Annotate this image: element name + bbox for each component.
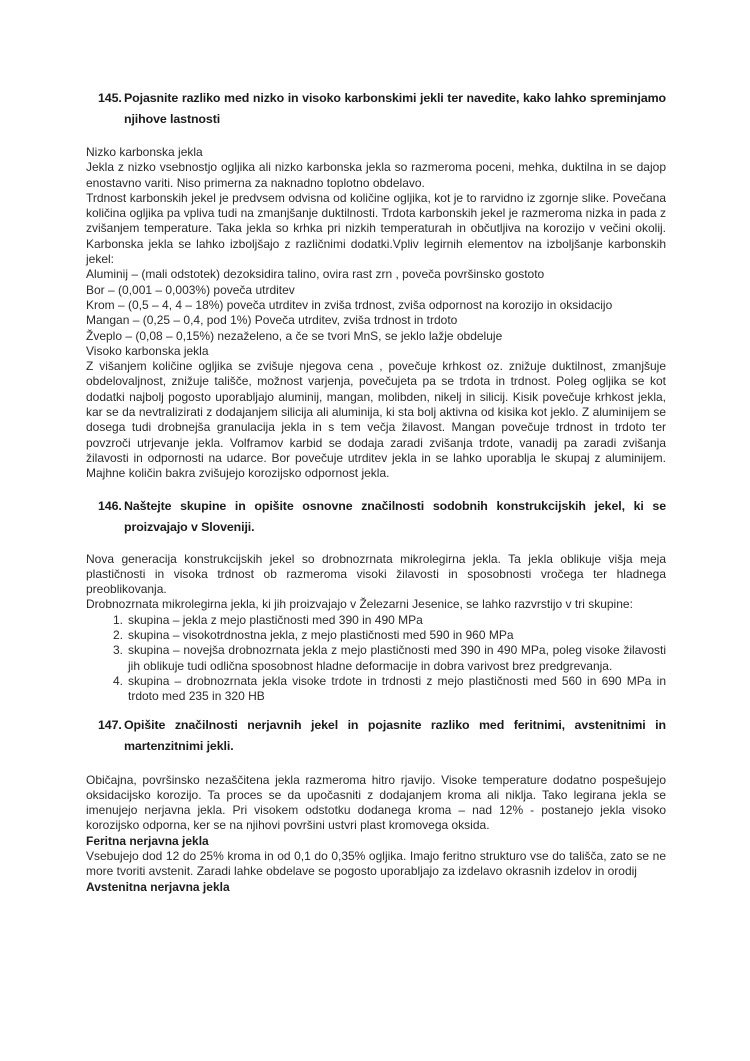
steel-groups-list <box>113 613 666 705</box>
subheading-ferritic-stainless: Feritna nerjavna jekla <box>86 833 209 848</box>
subheading-low-carbon-steels: Nizko karbonska jekla <box>86 145 203 159</box>
list-item <box>113 643 666 674</box>
list-item-text: skupina – visokotrdnostna jekla, z mejo plastičnosti med 590 in 960 MPa <box>128 628 514 643</box>
question-145-heading <box>98 88 666 130</box>
paragraph-low-carbon-1: Jekla z nizko vsebnostjo ogljika ali nizko karbonska jekla so razmeroma poceni, mehka, duktilna in se dajop enostavno variti. Niso primerna za naknadno toplotno obdelavo. <box>86 160 666 190</box>
question-145-section <box>86 88 666 482</box>
list-item-text: skupina – jekla z mejo plastičnosti med 390 in 490 MPa <box>128 612 423 627</box>
alloy-line-zveplo: Žveplo – (0,08 – 0,15%) nezaželeno, a če se tvori MnS, se jeklo lažje obdeluje <box>86 328 503 343</box>
question-145-answer <box>86 145 666 482</box>
question-title: Opišite značilnosti nerjavnih jekel in pojasnite razliko med feritnimi, avstenitnimi in martenzitnimi jekli. <box>124 717 666 753</box>
list-item-text: skupina – drobnozrnata jekla visoke trdote in trdnosti z mejo plastičnosti med 560 in 690 MPa in trdoto med 235 in 320 HB <box>128 673 666 704</box>
question-number: 145. <box>98 91 122 105</box>
paragraph-ferritic: Vsebujejo dod 12 do 25% kroma in od 0,1 do 0,35% ogljika. Imajo feritno strukturo vse do tališča, zato se ne more tvoriti avstenit. Zaradi lahke obdelave se pogosto uporabljajo za izdelavo okrasnih izdelov in orodij <box>86 848 666 879</box>
list-item <box>113 628 666 643</box>
alloy-line-aluminij: Aluminij – (mali odstotek) dezoksidira talino, ovira rast zrn , poveča površinsko gostoto <box>86 267 545 282</box>
subheading-high-carbon-steels: Visoko karbonska jekla <box>86 343 209 358</box>
question-147-answer <box>86 773 666 895</box>
alloy-line-mangan: Mangan – (0,25 – 0,4, pod 1%) Poveča utrditev, zviša trdnost in trdoto <box>86 313 458 328</box>
question-number: 146. <box>98 498 122 513</box>
paragraph-low-carbon-2: Trdnost karbonskih jekel je predvsem odvisna od količine ogljika, kot je to rarvidno iz zgornje slike. Povečana količina ogljika pa vpliva tudi na zmanjšanje duktilnosti. Trdota karbonskih jekel je razmeroma nizka in pada z zvišanjem temperature. Taka jekla so krhka pri nizkih temperaturah in občutljiva na korozijo v večini okolij. Karbonska jekla se lahko izboljšajo z različnimi dodatki.Vpliv legirnih elementov na izboljšanje karbonskih jekel: <box>86 190 666 267</box>
paragraph-new-generation: Nova generacija konstrukcijskih jekel so drobnozrnata mikrolegirna jekla. Ta jekla oblikuje višja meja plastičnosti in visoka trdnost ob razmeroma visoki žilavosti in sposobnosti vročega ter hladnega preoblikovanja. <box>86 551 666 597</box>
subheading-austenitic-stainless: Avstenitna nerjavna jekla <box>86 879 230 894</box>
question-146-answer <box>86 552 666 705</box>
paragraph-stainless-intro: Običajna, površinsko nezaščitena jekla razmeroma hitro rjavijo. Visoke temperature dodatno pospešujejo oksidacijsko korozijo. Ta proces se da upočasniti z dodajanjem kroma ali niklja. Tako legirana jekla se imenujejo nerjavna jekla. Pri visokem odstotku dodanega kroma – nad 12% - postanejo jekla visoko korozijsko odporna, ker se na njihovi površini ustvri plast kromovega oksida. <box>86 772 666 833</box>
list-item-marker: 2. <box>113 628 124 643</box>
list-item-marker: 1. <box>113 612 124 627</box>
alloy-line-krom: Krom – (0,5 – 4, 4 – 18%) poveča utrditev in zviša trdnost, zviša odpornost na korozijo in oksidacijo <box>86 297 613 312</box>
question-title: Pojasnite razliko med nizko in visoko karbonskimi jekli ter navedite, kako lahko spreminjamo njihove lastnosti <box>124 91 666 126</box>
alloy-line-bor: Bor – (0,001 – 0,003%) poveča utrditev <box>86 282 295 297</box>
list-item-marker: 4. <box>113 673 124 688</box>
question-146-section <box>86 496 666 705</box>
question-title: Naštejte skupine in opišite osnovne značilnosti sodobnih konstrukcijskih jekel, ki se proizvajajo v Sloveniji. <box>124 498 666 534</box>
paragraph-groups-intro: Drobnozrnata mikrolegirna jekla, ki jih proizvajajo v Železarni Jesenice, se lahko razvrstijo v tri skupine: <box>86 597 633 612</box>
paragraph-high-carbon: Z višanjem količine ogljika se zvišuje njegova cena , povečuje krhkost oz. znižuje duktilnost, zmanjšuje obdelovaljnost, znižuje tališče, možnost varjenja, povečujeta pa se trdota in trdnost. Poleg ogljika se kot dodatki najbolj pogosto uporabljajo aluminij, mangan, molibden, nikelj in silicij. Kisik povečuje krhkost jekla, kar se da nevtralizirati z dodajanjem silicija ali aluminija, ki sta bolj aktivna od kisika kot jeklo. Z aluminijem se dosega tudi drobnejša granulacija jekla in s tem večja žilavost. Mangan povečuje trdnost in trdoto ter povzroči utrjevanje jekla. Volframov karbid se dodaja zaradi zvišanja trdote, vanadij pa zaradi zvišanja žilavosti in odpornosti na udarce. Bor povečuje utrditev jekla in se lahko uporablja le skupaj z aluminijem. Majhne količin bakra zvišujejo korozijsko odpornost jekla. <box>86 359 666 481</box>
question-number: 147. <box>98 717 122 732</box>
question-146-heading <box>98 496 666 538</box>
list-item-text: skupina – novejša drobnozrnata jekla z mejo plastičnosti med 390 in 490 MPa, poleg visoke žilavosti jih oblikuje tudi odlična sposobnost hladne deformacije in dobra varivost brez predgrevanja. <box>128 643 666 673</box>
list-item-marker: 3. <box>113 643 124 658</box>
list-item <box>113 674 666 705</box>
list-item <box>113 613 666 628</box>
question-147-heading <box>98 715 666 757</box>
question-147-section <box>86 715 666 895</box>
